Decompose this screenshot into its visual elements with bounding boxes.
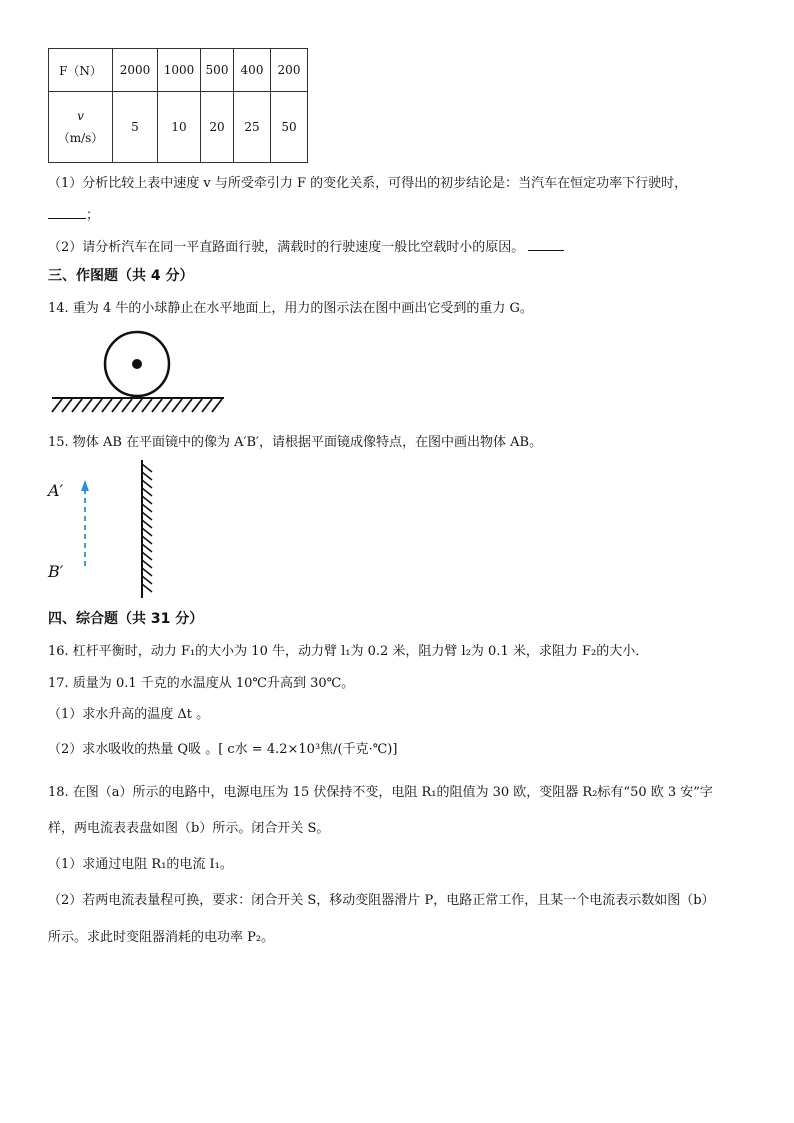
q13-part2-text: （2）请分析汽车在同一平直路面行驶，满载时的行驶速度一般比空载时小的原因。 [48, 240, 525, 255]
table-cell: 20 [201, 92, 234, 163]
image-arrow-head [81, 480, 89, 491]
table-header-force: F（N） [49, 49, 113, 92]
q13-part2 [48, 236, 564, 255]
label-a-prime: A′ [48, 481, 64, 500]
q18-part2b: 所示。求此时变阻器消耗的电功率 P₂。 [48, 930, 275, 945]
ball-on-ground-figure [48, 328, 228, 416]
q13-part1: （1）分析比较上表中速度 v 与所受牵引力 F 的变化关系，可得出的初步结论是：当汽车在恒定功率下行驶时， [48, 176, 688, 191]
answer-blank[interactable] [48, 206, 86, 219]
q18-line2: 样，两电流表表盘如图（b）所示。闭合开关 S。 [48, 821, 330, 836]
q13-part1-end: ； [86, 208, 100, 223]
table-row-force [49, 49, 308, 92]
speed-unit: （m/s） [57, 130, 104, 145]
force-speed-table [48, 48, 308, 163]
answer-blank[interactable] [528, 238, 564, 251]
mirror-hatching [142, 464, 152, 592]
table-row-speed [49, 92, 308, 163]
ball-center [132, 359, 142, 369]
table-cell: 2000 [113, 49, 158, 92]
q15-text: 15. 物体 AB 在平面镜中的像为 A′B′，请根据平面镜成像特点，在图中画出物体 AB。 [48, 435, 543, 450]
speed-symbol: v [77, 108, 84, 123]
table-cell: 50 [271, 92, 308, 163]
table-cell: 500 [201, 49, 234, 92]
ground-hatching [52, 399, 222, 412]
table-cell: 10 [158, 92, 201, 163]
table-header-speed [49, 92, 113, 163]
q17-part2: （2）求水吸收的热量 Q吸 。[ c水 = 4.2×10³焦/(千克·℃)] [48, 742, 398, 757]
table-cell: 400 [234, 49, 271, 92]
table-cell: 5 [113, 92, 158, 163]
q17-text: 17. 质量为 0.1 千克的水温度从 10℃升高到 30℃。 [48, 676, 355, 691]
mirror-figure [75, 458, 160, 600]
label-b-prime: B′ [48, 562, 64, 581]
q14-text: 14. 重为 4 牛的小球静止在水平地面上，用力的图示法在图中画出它受到的重力 G。 [48, 301, 533, 316]
q18-part1: （1）求通过电阻 R₁的电流 I₁。 [48, 857, 233, 872]
q17-part1: （1）求水升高的温度 Δt 。 [48, 707, 210, 722]
table-cell: 1000 [158, 49, 201, 92]
q13-part1-answer [48, 204, 99, 223]
q18-part2a: （2）若两电流表量程可换，要求：闭合开关 S，移动变阻器滑片 P，电路正常工作，且某一个电流表示数如图（b） [48, 893, 715, 908]
table-cell: 200 [271, 49, 308, 92]
q18-line1: 18. 在图（a）所示的电路中，电源电压为 15 伏保持不变，电阻 R₁的阻值为 30 欧，变阻器 R₂标有“50 欧 3 安”字 [48, 785, 713, 800]
section-4-title: 四、综合题（共 31 分） [48, 611, 204, 627]
table-cell: 25 [234, 92, 271, 163]
section-3-title: 三、作图题（共 4 分） [48, 268, 194, 284]
q16-text: 16. 杠杆平衡时，动力 F₁的大小为 10 牛，动力臂 l₁为 0.2 米，阻力臂 l₂为 0.1 米，求阻力 F₂的大小． [48, 644, 649, 659]
